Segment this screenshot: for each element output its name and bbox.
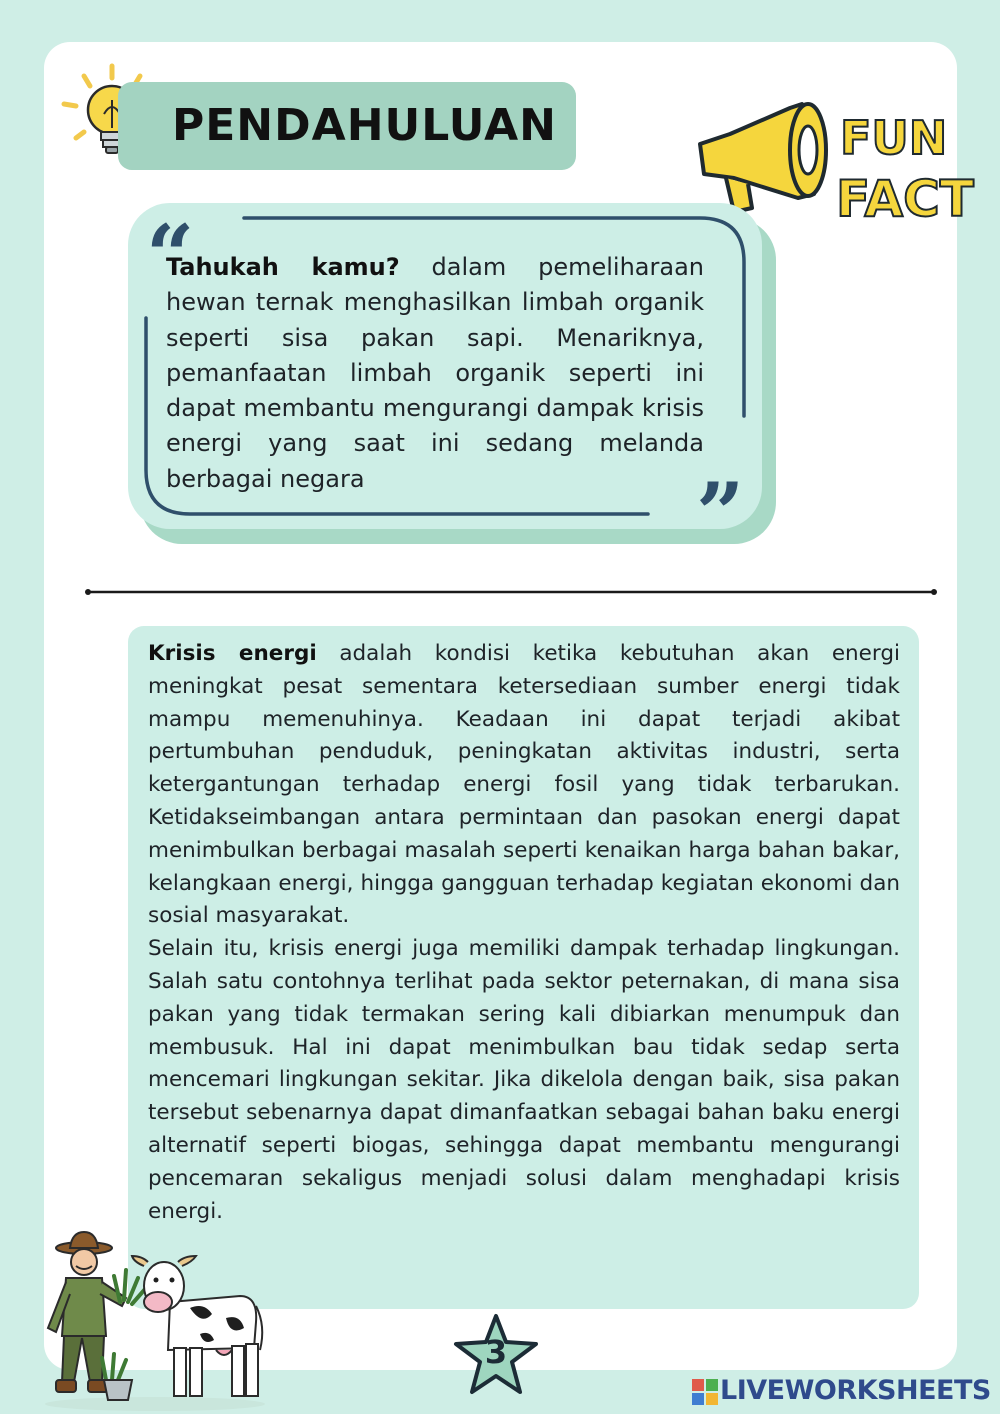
paragraph-1-lead: Krisis energi: [148, 641, 317, 666]
fun-fact-lead: Tahukah kamu?: [166, 253, 400, 281]
fun-fact-line2: FACT: [836, 170, 974, 228]
fun-fact-line1: FUN: [840, 111, 948, 165]
fun-fact-text: [166, 250, 704, 497]
page-title: PENDAHULUAN: [172, 100, 557, 151]
section-divider: [82, 584, 940, 600]
paragraph-1: [148, 638, 900, 933]
liveworksheets-logo-icon: [692, 1379, 718, 1405]
body-text: [148, 638, 900, 1228]
quote-close-icon: ”: [696, 464, 745, 563]
cow-figure: [132, 1256, 262, 1396]
quote-open-icon: “: [146, 206, 195, 305]
page-number: 3: [484, 1333, 508, 1371]
megaphone-icon: [700, 104, 826, 212]
paragraph-2: Selain itu, krisis energi juga memiliki dampak terhadap lingkungan. Salah satu contohnya terlihat pada sektor peternakan, di mana sisa pakan yang tidak termakan sering kali dibiarkan menumpuk dan membusuk. Hal ini dapat menimbulkan bau tidak sedap serta mencemari lingkungan sekitar. Jika dikelola dengan baik, sisa pakan tersebut sebenarnya dapat dimanfaatkan sebagai bahan baku energi alternatif seperti biogas, sehingga dapat membantu mengurangi pencemaran sekaligus menjadi solusi dalam menghadapi krisis energi.: [148, 936, 900, 1224]
fun-fact-body: dalam pemeliharaan hewan ternak menghasilkan limbah organik seperti sisa pakan sapi. Menariknya, pemanfaatan limbah organik seperti ini dapat membantu mengurangi dampak krisis energi yang saat ini sedang melanda berbagai negara: [166, 253, 705, 493]
paragraph-1-body: adalah kondisi ketika kebutuhan akan energi meningkat pesat sementara ketersediaan sumber energi tidak mampu memenuhinya. Keadaan ini dapat terjadi akibat pertumbuhan penduduk, peningkatan aktivitas industri, serta ketergantungan terhadap energi fosil yang tidak terbarukan. Ketidakseimbangan antara permintaan dan pasokan energi dapat menimbulkan berbagai masalah seperti kenaikan harga bahan bakar, kelangkaan energi, hingga gangguan terhadap kegiatan ekonomi dan sosial masyarakat.: [148, 641, 900, 929]
farmer-cow-illustration: [40, 1232, 270, 1412]
liveworksheets-watermark[interactable]: LIVEWORKSHEETS: [720, 1375, 991, 1406]
